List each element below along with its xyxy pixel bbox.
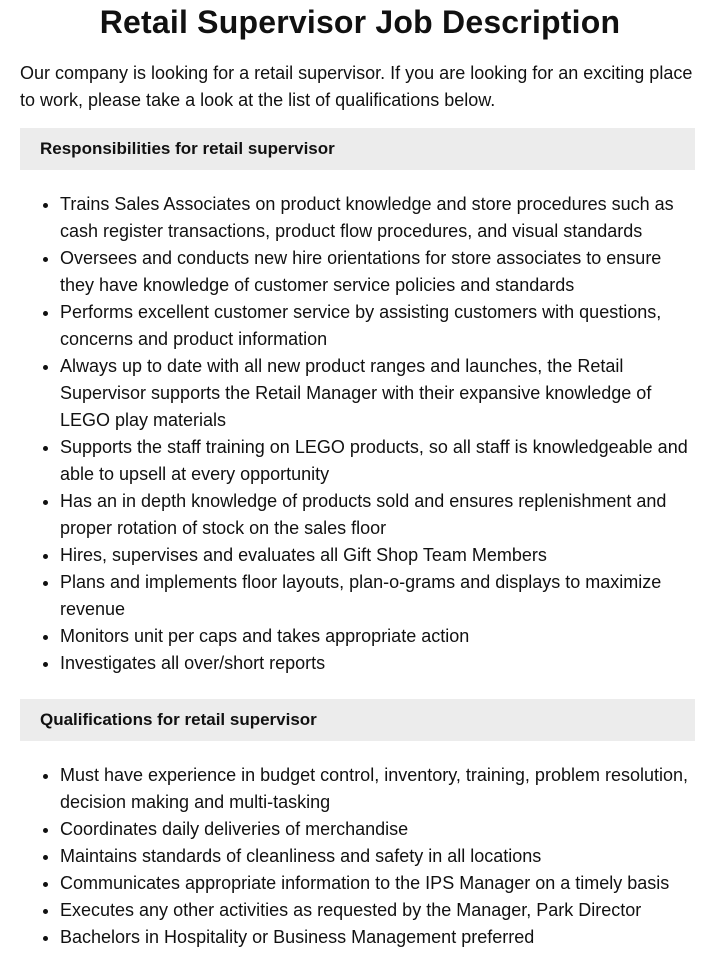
section-heading: Qualifications for retail supervisor <box>20 699 695 741</box>
list-item: • Coordinates daily deliveries of merchandise <box>60 816 700 843</box>
list-item: • Oversees and conducts new hire orientations for store associates to ensure they have knowledge of customer service policies and standards <box>60 245 700 299</box>
list-item: • Communicates appropriate information to the IPS Manager on a timely basis <box>60 870 700 897</box>
list-item: • Supports the staff training on LEGO products, so all staff is knowledgeable and able to upsell at every opportunity <box>60 434 700 488</box>
section-heading: Responsibilities for retail supervisor <box>20 128 695 170</box>
list-item: • Hires, supervises and evaluates all Gift Shop Team Members <box>60 542 700 569</box>
list-item: • Has an in depth knowledge of products sold and ensures replenishment and proper rotation of stock on the sales floor <box>60 488 700 542</box>
responsibilities-list <box>20 191 700 677</box>
list-item: • Plans and implements floor layouts, plan-o-grams and displays to maximize revenue <box>60 569 700 623</box>
list-item: • Investigates all over/short reports <box>60 650 700 677</box>
list-item: • Maintains standards of cleanliness and safety in all locations <box>60 843 700 870</box>
list-item: • Bachelors in Hospitality or Business Management preferred <box>60 924 700 951</box>
list-item: • Monitors unit per caps and takes appropriate action <box>60 623 700 650</box>
responsibilities-section <box>0 128 720 677</box>
list-item: • Trains Sales Associates on product knowledge and store procedures such as cash register transactions, product flow procedures, and visual standards <box>60 191 700 245</box>
page-title: Retail Supervisor Job Description <box>99 4 621 40</box>
list-item: • Must have experience in budget control, inventory, training, problem resolution, decision making and multi-tasking <box>60 762 700 816</box>
list-item: • Performs excellent customer service by assisting customers with questions, concerns and product information <box>60 299 700 353</box>
qualifications-list <box>20 762 700 951</box>
list-item: • Always up to date with all new product ranges and launches, the Retail Supervisor supports the Retail Manager with their expansive knowledge of LEGO play materials <box>60 353 700 434</box>
intro-paragraph: Our company is looking for a retail supervisor. If you are looking for an exciting place to work, please take a look at the list of qualifications below. <box>20 63 693 110</box>
list-item: • Executes any other activities as requested by the Manager, Park Director <box>60 897 700 924</box>
qualifications-section <box>0 699 720 951</box>
